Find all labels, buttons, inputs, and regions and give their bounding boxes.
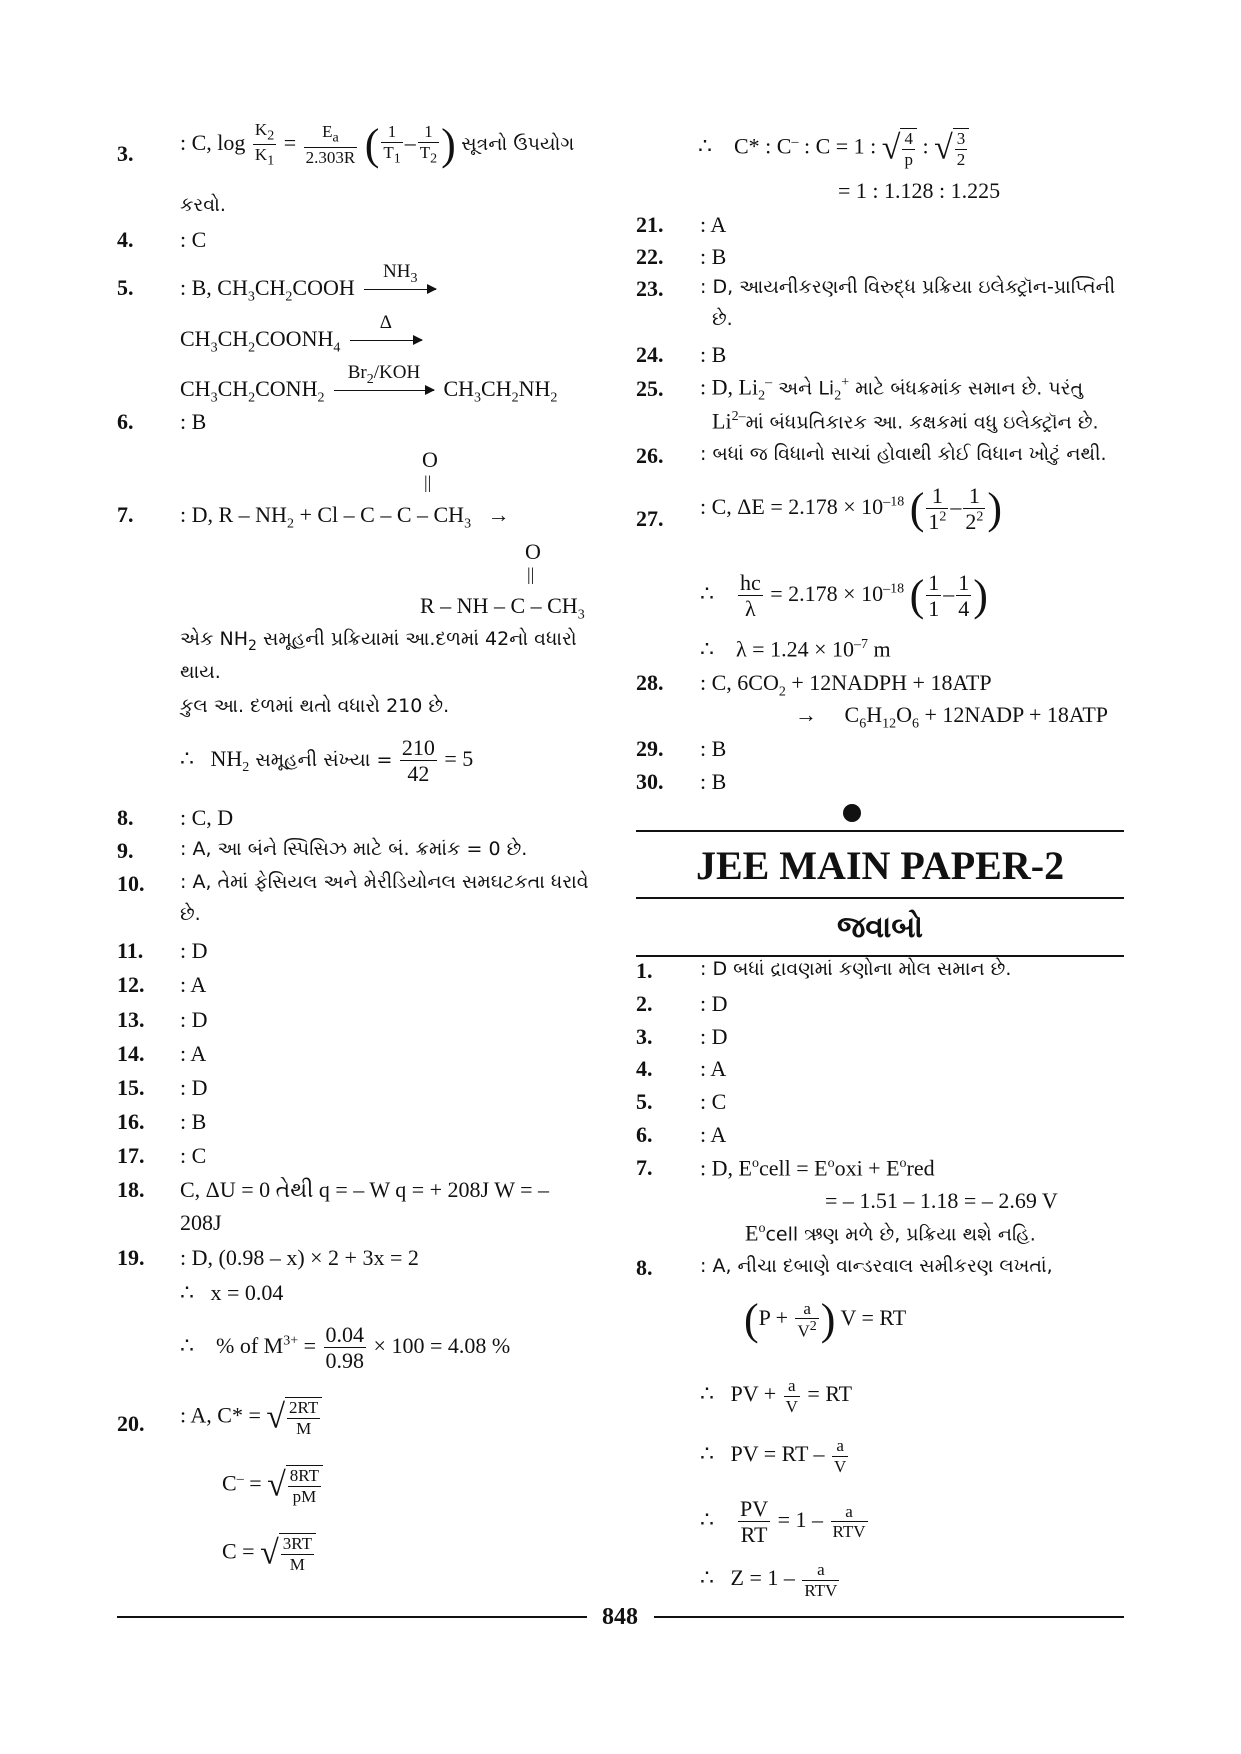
q7-double-bond-product: || <box>527 564 535 584</box>
q19-x-value: ∴ x = 0.04 <box>180 1280 284 1305</box>
p2-q4-number: 4. <box>636 1056 653 1081</box>
q17-answer: : C <box>180 1143 207 1168</box>
section-rule-middle <box>636 897 1124 899</box>
q28-number: 28. <box>636 670 664 695</box>
q4-answer: : C <box>180 227 207 252</box>
q6-answer: : B <box>180 409 207 434</box>
q7-double-bond: || <box>424 472 432 492</box>
q17-number: 17. <box>117 1143 145 1168</box>
q18-answer: C, ΔU = 0 તેથી q = – W q = + 208J W = – <box>180 1177 549 1202</box>
p2-q1-answer: : D બધાં દ્રાવણમાં કણોના મોલ સમાન છે. <box>700 958 1012 980</box>
q12-answer: : A <box>180 972 207 997</box>
q14-number: 14. <box>117 1041 145 1066</box>
q7-number: 7. <box>117 502 134 527</box>
q15-answer: : D <box>180 1075 208 1100</box>
q27-wavelength-eq: ∴ $\frac{hc}{\lambda}$ = $2.178 \times 10^{-18}$ ( $\frac{1}{1}$ – $\frac{1}{4}$ ) <box>700 570 988 622</box>
q23-number: 23. <box>636 276 664 301</box>
p2-q1-number: 1. <box>636 958 653 983</box>
footer-rule-left <box>117 1616 587 1618</box>
q15-number: 15. <box>117 1075 145 1100</box>
q7-explanation-1: એક $NH_2$ સમૂહની પ્રક્રિયામાં આ.દળમાં 42નો વધારો <box>180 628 577 654</box>
p2-q8-step4: ∴ $\frac{PV}{RT}$ = 1 – $\frac{a}{\text{RTV}}$ <box>700 1496 866 1548</box>
p2-q8-step2: ∴ PV + $\frac{a}{V}$ = RT <box>700 1376 853 1416</box>
q7-oxygen-product: O <box>525 539 541 564</box>
page-number: 848 <box>602 1604 638 1630</box>
p2-q6-answer: : A <box>700 1122 727 1147</box>
q3-number: 3. <box>117 141 134 166</box>
q7-product: R – NH – C – $CH_3$ <box>420 593 585 623</box>
q24-number: 24. <box>636 342 664 367</box>
q9-number: 9. <box>117 838 134 863</box>
q10-answer: : A, તેમાં ફેસિયલ અને મેરીડિયોનલ સમઘટકતા ધરાવે <box>180 871 589 893</box>
q7-explanation-2: થાય. <box>180 661 221 683</box>
q25-continuation: $Li^{2-}માં$ બંધપ્રતિકારક આ. કક્ષકમાં વધુ ઇલેક્ટ્રૉન છે. <box>712 408 1099 434</box>
q26-number: 26. <box>636 443 664 468</box>
p2-q8-number: 8. <box>636 1255 653 1280</box>
p2-q4-answer: : A <box>700 1056 727 1081</box>
p2-q7-conclusion: $E^ocell$ ઋણ મળે છે, પ્રક્રિયા થશે નહિ. <box>745 1220 1036 1246</box>
q29-number: 29. <box>636 736 664 761</box>
q5-number: 5. <box>117 275 134 300</box>
q30-answer: : B <box>700 769 727 794</box>
q21-answer: : A <box>700 212 727 237</box>
q19-answer: : D, (0.98 – x) × 2 + 3x = 2 <box>180 1245 419 1270</box>
q14-answer: : A <box>180 1041 207 1066</box>
ratio-line: ∴ C* : C– : C = 1 : √ $\frac{4}{p}$ : √ $\frac{3}{2}$ <box>698 128 969 169</box>
q30-number: 30. <box>636 769 664 794</box>
footer-rule-right <box>654 1616 1124 1618</box>
q28-products: → $C_6H_{12}O_6$ + 12NADP + 18ATP <box>795 702 1108 732</box>
q16-number: 16. <box>117 1109 145 1134</box>
q5-line1: : B, $CH_3CH_2COOH$ $NH_3$ <box>180 277 440 304</box>
p2-q5-answer: : C <box>700 1089 727 1114</box>
q22-number: 22. <box>636 244 664 269</box>
q5-line3: $CH_3CH_2CONH_2$ $Br_2$/KOH $CH_3CH_2NH_2$ <box>180 362 558 406</box>
section-rule-top <box>636 830 1124 832</box>
p2-q7-value: = – 1.51 – 1.18 = – 2.69 V <box>825 1188 1058 1213</box>
q20-number: 20. <box>117 1411 145 1436</box>
q27-number: 27. <box>636 506 664 531</box>
p2-q7-number: 7. <box>636 1155 653 1180</box>
p2-q5-number: 5. <box>636 1089 653 1114</box>
p2-q3-number: 3. <box>636 1024 653 1049</box>
q23-answer: : D, આયનીકરણની વિરુદ્ધ પ્રક્રિયા ઇલેક્ટ્રૉન-પ્રાપ્તિની <box>700 276 1116 298</box>
p2-q2-number: 2. <box>636 991 653 1016</box>
q20-c-minus: C– = √ $\frac{8RT}{pM}$ <box>222 1465 323 1506</box>
q9-answer: : A, આ બંને સ્પિસિઝ માટે બં. ક્રમાંક = 0 છે. <box>180 838 528 860</box>
q22-answer: : B <box>700 244 727 269</box>
q10-continuation: છે. <box>180 903 201 925</box>
section-subtitle: જવાબો <box>836 910 923 945</box>
section-bullet <box>843 804 861 822</box>
q11-answer: : D <box>180 938 208 963</box>
q25-number: 25. <box>636 376 664 401</box>
p2-q8-answer: : A, નીચા દબાણે વાન્ડરવાલ સમીકરણ લખતાં, <box>700 1255 1053 1277</box>
q11-number: 11. <box>117 938 144 963</box>
q19-number: 19. <box>117 1245 145 1270</box>
q8-answer: : C, D <box>180 805 234 830</box>
section-title: JEE MAIN PAPER-2 <box>695 843 1065 888</box>
section-rule-bottom <box>636 955 1124 957</box>
q10-number: 10. <box>117 871 145 896</box>
q3-formula: : C, log $\frac{K_2}{K_1}$ = $\frac{E_a}{2.303R}$ ( $\frac{1}{T_1}$ – $\frac{1}{T_2}$ ) સૂત્રનો ઉપયોગ <box>180 119 575 169</box>
q27-wavelength: ∴ $\lambda = 1.24 \times 10^{-7}$ m <box>700 636 891 662</box>
q3-continuation: કરવો. <box>180 194 226 216</box>
q28-reactants: : C, $6CO_2$ + 12NADPH + 18ATP <box>700 670 992 700</box>
q16-answer: : B <box>180 1109 207 1134</box>
p2-q7-equation: : D, $E^ocell = E^ooxi + E^ored$ <box>700 1155 935 1181</box>
q12-number: 12. <box>117 972 145 997</box>
p2-q8-vdw: (P + $\frac{a}{V^2}$ ) V = RT <box>744 1295 907 1344</box>
q21-number: 21. <box>636 212 664 237</box>
q23-continuation: છે. <box>712 308 733 330</box>
q20-c-star: : A, C* = √ $\frac{2RT}{M}$ <box>180 1397 322 1438</box>
q7-explanation-3: કુલ આ. દળમાં થતો વધારો 210 છે. <box>180 695 450 717</box>
p2-q2-answer: : D <box>700 991 728 1016</box>
q18-number: 18. <box>117 1177 145 1202</box>
q7-reaction: : D, $R - NH_2 + Cl - C - C - CH_3$ → <box>180 502 510 532</box>
q27-energy: : C, $\Delta E = 2.178 \times 10^{-18}$ ( $\frac{1}{1^2}$ – $\frac{1}{2^2}$ ) <box>700 483 1002 535</box>
q25-answer: : D, $Li_2^-$ અને $Li_2^+$ માટે બંધક્રમાંક સમાન છે. પરંતુ <box>700 374 1084 404</box>
p2-q8-step3: ∴ PV = RT – $\frac{a}{V}$ <box>700 1436 847 1476</box>
q24-answer: : B <box>700 342 727 367</box>
q13-number: 13. <box>117 1007 145 1032</box>
q7-result: ∴ $NH_2$ સમૂહની સંખ્યા = $\frac{210}{42}$ = 5 <box>180 735 474 787</box>
q19-percent: ∴ % of $M^{3+}$ = $\frac{0.04}{0.98}$ × 100 = 4.08 % <box>180 1322 511 1374</box>
q5-line2: $CH_3CH_2COONH_4$ Δ <box>180 328 426 355</box>
q6-number: 6. <box>117 409 134 434</box>
q29-answer: : B <box>700 736 727 761</box>
q18-continuation: 208J <box>180 1210 222 1235</box>
p2-q3-answer: : D <box>700 1024 728 1049</box>
q20-c: C = √ $\frac{3RT}{M}$ <box>222 1533 316 1574</box>
p2-q8-step5: ∴ Z = 1 – $\frac{a}{\text{RTV}}$ <box>700 1560 838 1600</box>
q26-answer: : બધાં જ વિધાનો સાચાં હોવાથી કોઈ વિધાન ખોટું નથી. <box>700 443 1107 465</box>
q13-answer: : D <box>180 1007 208 1032</box>
q8-number: 8. <box>117 805 134 830</box>
ratio-result: = 1 : 1.128 : 1.225 <box>838 178 1001 203</box>
p2-q6-number: 6. <box>636 1122 653 1147</box>
q7-oxygen-top: O <box>422 447 438 472</box>
q4-number: 4. <box>117 227 134 252</box>
